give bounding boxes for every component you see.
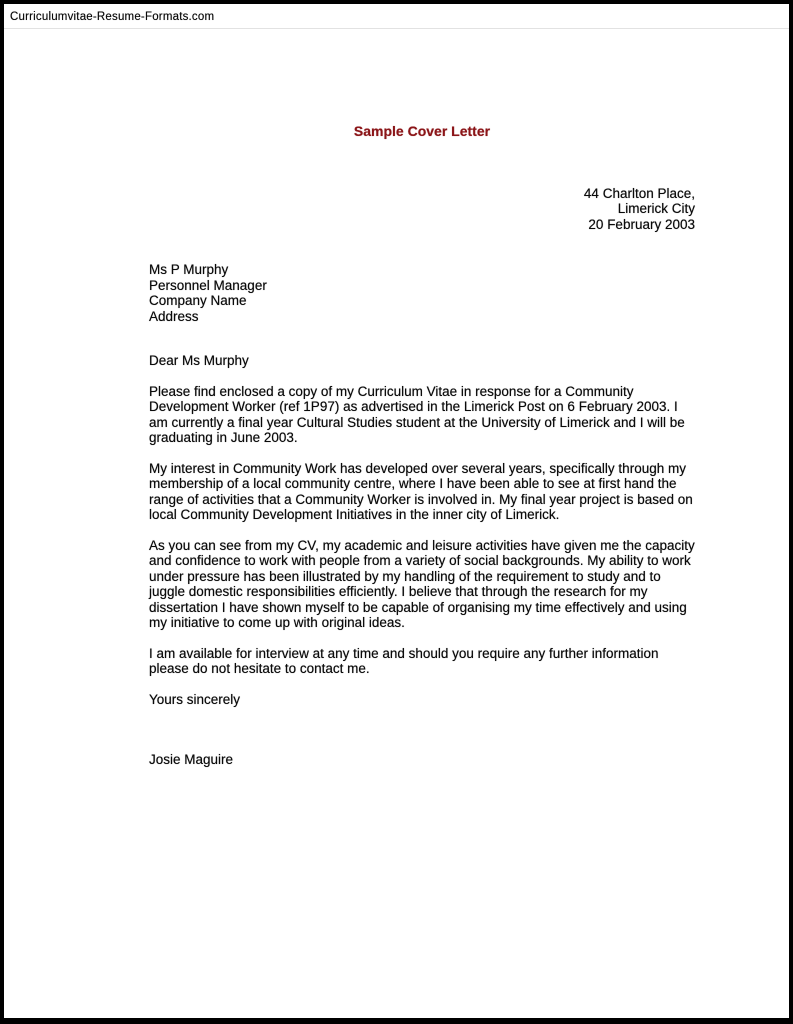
letter-paragraph: As you can see from my CV, my academic and leisure activities have given me the capacity and confidence to work with people from a variety of social backgrounds. My ability to work under pressure has been illustrated by my handling of the requirement to study and to juggle domestic responsibilities efficiently. I believe that through the research for my dissertation I have shown myself to be capable of organising my time effectively and using my initiative to come up with original ideas. <box>149 537 695 630</box>
letter-date: 20 February 2003 <box>588 216 695 232</box>
recipient-address-block <box>149 262 695 324</box>
site-header <box>4 4 789 29</box>
recipient-title: Personnel Manager <box>149 277 267 293</box>
signature-name: Josie Maguire <box>149 752 234 767</box>
site-url-text: Curriculumvitae-Resume-Formats.com <box>10 11 215 23</box>
letter-paragraph: Please find enclosed a copy of my Curriculum Vitae in response for a Community Development Worker (ref 1P97) as advertised in the Limerick Post on 6 February 2003. I am currently a final year Cultural Studies student at the University of Limerick and I will be graduating in June 2003. <box>149 383 685 445</box>
letter-paragraph: I am available for interview at any time and should you require any further information please do not hesitate to contact me. <box>149 645 659 676</box>
salutation: Dear Ms Murphy <box>149 353 249 368</box>
letter-title: Sample Cover Letter <box>353 123 491 139</box>
recipient-address: Address <box>149 308 199 324</box>
recipient-company: Company Name <box>149 293 247 308</box>
letter-paragraph: My interest in Community Work has developed over several years, specifically through my membership of a local community centre, where I have been able to see at first hand the range of activities that a Community Worker is involved in. My final year project is based on local Community Development Initiatives in the inner city of Limerick. <box>149 460 693 522</box>
sender-address-line: 44 Charlton Place, <box>583 185 695 201</box>
closing: Yours sincerely <box>149 691 241 707</box>
sender-address-block <box>149 186 695 233</box>
letter-body <box>149 30 695 768</box>
sender-address-line: Limerick City <box>617 201 695 216</box>
recipient-name: Ms P Murphy <box>149 262 229 277</box>
